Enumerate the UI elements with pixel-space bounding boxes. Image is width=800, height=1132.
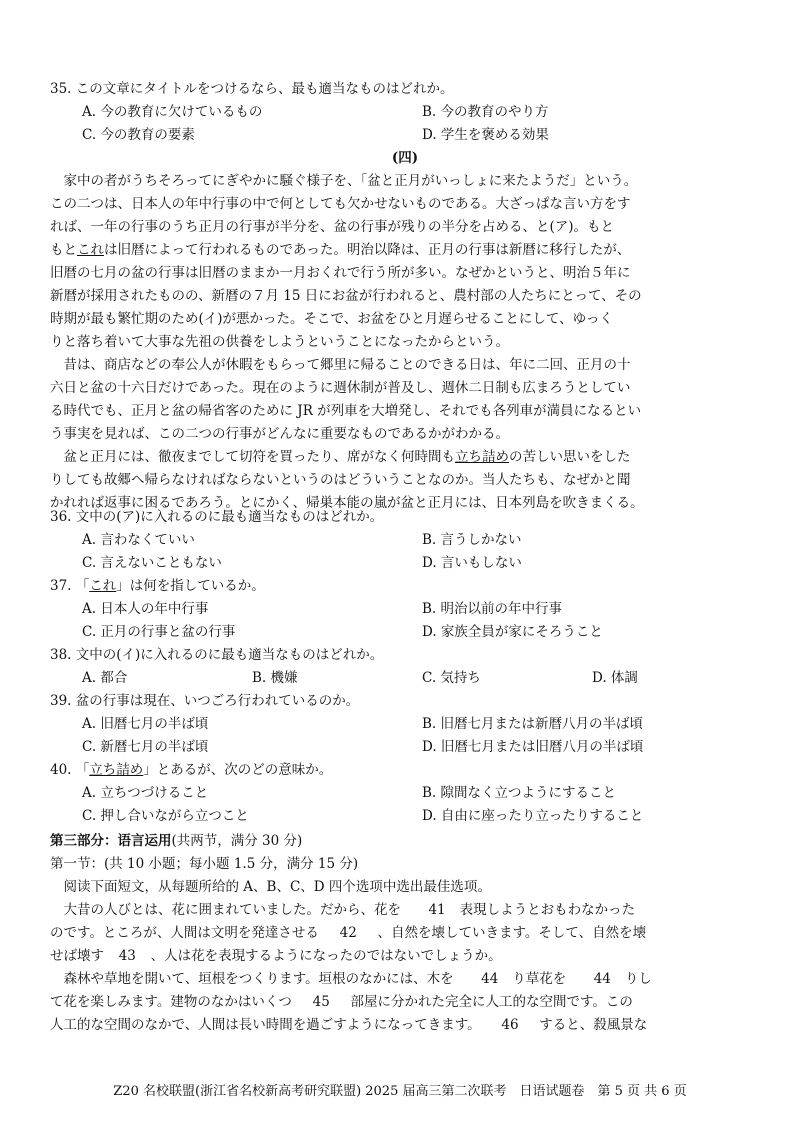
option-b: B. 旧暦七月または新暦八月の半ば頃 xyxy=(422,716,644,732)
option-a: A. 日本人の年中行事 xyxy=(82,601,209,617)
cloze-text: 森林や草地を開いて、垣根をつくります。垣根のなかには、木を xyxy=(63,971,454,987)
part-title-line xyxy=(50,830,760,853)
stem-underlined: 立ち詰め xyxy=(89,762,144,778)
stem-text: 40. 「 xyxy=(50,762,90,778)
passage-line: りと落ち着いて大事な先祖の供養をしようということになったからという。 xyxy=(50,334,509,350)
passage-text: は旧暦によって行われるものであった。明治以降は、正月の行事は新暦に移行したが、 xyxy=(104,242,631,258)
question-40 xyxy=(50,759,760,828)
part-3 xyxy=(50,830,760,1037)
cloze-line xyxy=(50,1014,760,1037)
cloze-line xyxy=(50,945,760,968)
cloze-text: 、人は花を表現するようになったのではないでしょうか。 xyxy=(150,948,502,964)
passage-text: 盆と正月には、徹夜までして切符を買ったり、席がなく何時間も xyxy=(63,449,455,465)
question-stem xyxy=(50,575,760,598)
cloze-text: りし xyxy=(624,971,652,987)
stem-text: 37. 「 xyxy=(50,578,90,594)
cloze-text: のです。ところが、人間は文明を発達させる xyxy=(50,925,319,941)
cloze-text: すると、殺風景な xyxy=(539,1017,648,1033)
question-36 xyxy=(50,506,760,575)
cloze-text: 大昔の人びとは、花に囲まれていました。だから、花を xyxy=(63,902,401,918)
option-b: B. 明治以前の年中行事 xyxy=(422,601,563,617)
reading-passage-4 xyxy=(50,147,760,515)
section-1-title: 第一节：(共 10 小题；每小题 1.5 分，满分 15 分) xyxy=(50,856,359,872)
passage-line: 家中の者がうちそろってにぎやかに騒ぐ様子を、「盆と正月がいっしょに来たようだ」という。 xyxy=(63,173,638,189)
passage-line: 六日と盆の十六日だけであった。現在のように週休制が普及し、週休二日制も広まろうとしてい xyxy=(50,380,631,396)
passage-line: かれれば返事に困るであろう。とにかく、帰巣本能の嵐が盆と正月には、日本列島を吹きまくる。 xyxy=(50,495,644,511)
cloze-line xyxy=(50,922,760,945)
option-a: A. 今の教育に欠けているもの xyxy=(82,104,263,120)
option-d: D. 家族全員が家にそろうこと xyxy=(422,624,603,640)
option-d: D. 体調 xyxy=(592,670,638,686)
cloze-text: 、自然を壊していきます。そして、自然を壊 xyxy=(377,925,647,941)
passage-line xyxy=(50,239,760,262)
cloze-line xyxy=(50,991,760,1014)
option-c: C. 気持ち xyxy=(422,670,481,686)
cloze-text: り草花を xyxy=(512,971,567,987)
question-37 xyxy=(50,575,760,644)
cloze-text: 表現しようとおもわなかった xyxy=(459,902,636,918)
option-a: A. 都合 xyxy=(82,670,128,686)
blank-44a: 44 xyxy=(458,968,508,991)
instruction: 阅读下面短文，从每题所给的 A、B、C、D 四个选项中选出最佳选项。 xyxy=(63,879,491,895)
cloze-text: 部屋に分かれた完全に人工的な空間です。この xyxy=(350,994,633,1010)
stem-text: 」とあるが、次のどの意味か。 xyxy=(143,762,333,778)
passage-line: りしても故郷へ帰らなければならないというのはどういうことなのか。当人たちも、なぜかと聞 xyxy=(50,472,631,488)
question-35 xyxy=(50,78,760,147)
question-stem xyxy=(50,759,760,782)
cloze-text: 人工的な空間のなかで、人間は長い時間を過ごすようになってきます。 xyxy=(50,1017,481,1033)
passage-line xyxy=(50,446,760,469)
option-a: A. 立ちつづけること xyxy=(82,785,209,801)
passage-text: もと xyxy=(50,242,77,258)
option-b: B. 機嫌 xyxy=(252,670,298,686)
cloze-text: て花を楽しみます。建物のなかはいくつ xyxy=(50,994,292,1010)
passage-text: の苦しい思いをした xyxy=(509,449,631,465)
passage-line: れば、一年の行事のうち正月の行事が半分を、盆の行事が残りの半分を占める、と(ア)。もと xyxy=(50,219,615,235)
blank-42: 42 xyxy=(323,922,373,945)
underlined-kore: これ xyxy=(77,242,104,258)
part-title-note: (共两节，满分 30 分) xyxy=(171,833,303,849)
passage-line: う事実を見れば、この二つの行事がどんなに重要なものであるかがわかる。 xyxy=(50,426,509,442)
passage-line: 旧暦の七月の盆の行事は旧暦のままか一月おくれで行う所が多い。なぜかというと、明治５年に xyxy=(50,265,631,281)
question-stem: 38. 文中の(イ)に入れるのに最も適当なものはどれか。 xyxy=(50,647,384,663)
option-c: C. 新暦七月の半ば頃 xyxy=(82,739,209,755)
stem-underlined: これ xyxy=(89,578,117,594)
question-stem: 39. 盆の行事は現在、いつごろ行われているのか。 xyxy=(50,693,360,709)
section-heading: (四) xyxy=(391,150,419,166)
option-d: D. 自由に座ったり立ったりすること xyxy=(422,808,644,824)
blank-45: 45 xyxy=(296,991,346,1014)
part-title: 第三部分：语言运用 xyxy=(50,833,172,849)
blank-43: 43 xyxy=(108,945,146,968)
option-b: B. 言うしかない xyxy=(422,532,522,548)
blank-46: 46 xyxy=(485,1014,535,1037)
cloze-text: せば壊す xyxy=(50,948,104,964)
passage-line: 新暦が採用されたものの、新暦の７月 15 日にお盆が行われると、農村部の人たちにとって、その xyxy=(50,288,642,304)
option-c: C. 押し合いながら立つこと xyxy=(82,808,249,824)
option-a: A. 旧暦七月の半ば頃 xyxy=(82,716,209,732)
option-d: D. 学生を褒める効果 xyxy=(422,127,549,143)
option-b: B. 今の教育のやり方 xyxy=(422,104,549,120)
option-b: B. 隙間なく立つようにすること xyxy=(422,785,617,801)
option-c: C. 言えないこともない xyxy=(82,555,222,571)
option-a: A. 言わなくていい xyxy=(82,532,195,548)
cloze-line xyxy=(50,968,760,991)
blank-44b: 44 xyxy=(571,968,621,991)
underlined-tachizume: 立ち詰め xyxy=(455,449,509,465)
option-c: C. 今の教育の要素 xyxy=(82,127,195,143)
option-d: D. 旧暦七月または旧暦八月の半ば頃 xyxy=(422,739,644,755)
passage-line: 時期が最も繁忙期のため(イ)が悪かった。そこで、お盆をひと月遅らせることにして、ゆっく xyxy=(50,311,613,327)
option-c: C. 正月の行事と盆の行事 xyxy=(82,624,236,640)
passage-line: 昔は、商店などの奉公人が休暇をもらって郷里に帰ることのできる日は、年に二回、正月の十 xyxy=(63,357,631,373)
page-footer: Z20 名校联盟(浙江省名校新高考研究联盟) 2025 届高三第二次联考 日语试题卷 第 5 页 共 6 页 xyxy=(113,1084,687,1099)
passage-line: この二つは、日本人の年中行事の中で何としても欠かせないものである。大ざっぱな言い方をす xyxy=(50,196,631,212)
option-d: D. 言いもしない xyxy=(422,555,522,571)
cloze-line xyxy=(50,899,760,922)
passage-line: る時代でも、正月と盆の帰省客のために JR が列車を大増発し、それでも各列車が満員になるとい xyxy=(50,403,642,419)
question-stem: 35. この文章にタイトルをつけるなら、最も適当なものはどれか。 xyxy=(50,81,454,97)
stem-text: 」は何を指しているか。 xyxy=(116,578,265,594)
blank-41: 41 xyxy=(405,899,455,922)
question-stem: 36. 文中の(ア)に入れるのに最も適当なものはどれか。 xyxy=(50,509,384,525)
question-38 xyxy=(50,644,760,690)
question-39 xyxy=(50,690,760,759)
